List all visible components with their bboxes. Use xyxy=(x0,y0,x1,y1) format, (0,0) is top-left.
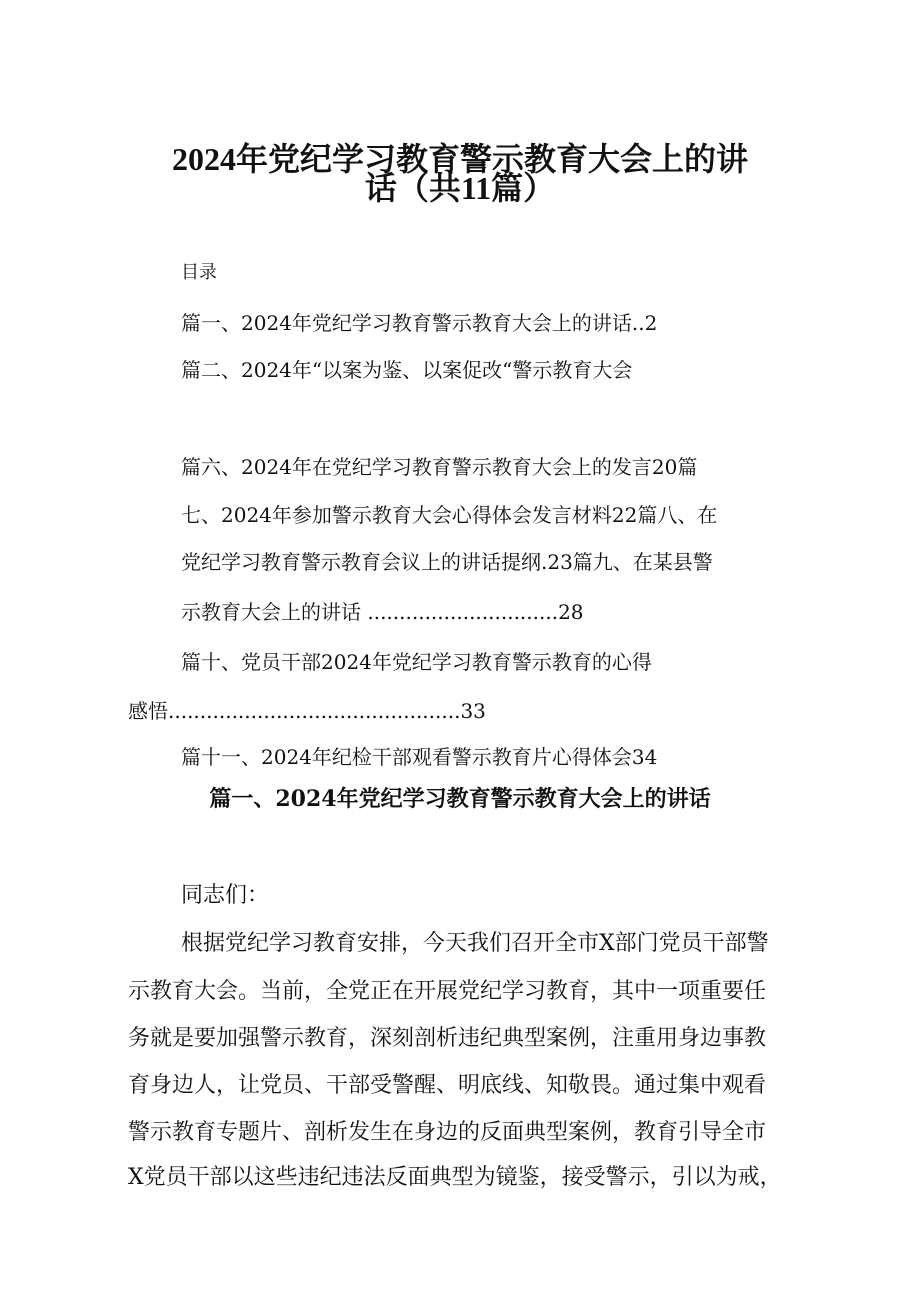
paragraph-line: 警示教育专题片、剖析发生在身边的反面典型案例，教育引导全市 xyxy=(128,1120,767,1145)
paragraph-line: 育身边人，让党员、干部受警醒、明底线、知敬畏。通过集中观看 xyxy=(128,1073,767,1098)
toc-entry[interactable]: 篇十一、2024年纪检干部观看警示教育片心得体会34 xyxy=(181,745,658,769)
toc-entry[interactable]: 七、2024年参加警示教育大会心得体会发言材料22篇八、在 xyxy=(181,503,718,527)
salutation: 同志们： xyxy=(181,883,270,908)
paragraph-line: 示教育大会。当前，全党正在开展党纪学习教育，其中一项重要任 xyxy=(128,979,767,1004)
toc-entry[interactable]: 示教育大会上的讲话 ..............................28 xyxy=(181,600,584,624)
toc-entry[interactable]: 篇十、党员干部2024年党纪学习教育警示教育的心得 xyxy=(181,650,652,674)
toc-heading: 目录 xyxy=(181,262,217,283)
section-heading: 篇一、2024年党纪学习教育警示教育大会上的讲话 xyxy=(209,786,711,812)
paragraph-line: 根据党纪学习教育安排，今天我们召开全市X部门党员干部警 xyxy=(181,931,769,956)
document-title-line-1: 2024年党纪学习教育警示教育大会上的讲 xyxy=(171,141,748,177)
toc-entry[interactable]: 篇二、2024年“以案为鉴、以案促改“警示教育大会 xyxy=(181,358,633,382)
toc-entry[interactable]: 篇一、2024年党纪学习教育警示教育大会上的讲话..2 xyxy=(181,311,658,335)
document-title-line-2: 话（共11篇） xyxy=(364,170,556,206)
paragraph-line: X党员干部以这些违纪违法反面典型为镜鉴，接受警示，引以为戒， xyxy=(128,1165,782,1190)
toc-entry[interactable]: 篇六、2024年在党纪学习教育警示教育大会上的发言20篇 xyxy=(181,455,698,479)
toc-entry[interactable]: 感悟..............................................33 xyxy=(128,699,486,723)
toc-entry[interactable]: 党纪学习教育警示教育会议上的讲话提纲.23篇九、在某县警 xyxy=(181,550,713,574)
paragraph-line: 务就是要加强警示教育，深刻剖析违纪典型案例，注重用身边事教 xyxy=(128,1026,767,1051)
